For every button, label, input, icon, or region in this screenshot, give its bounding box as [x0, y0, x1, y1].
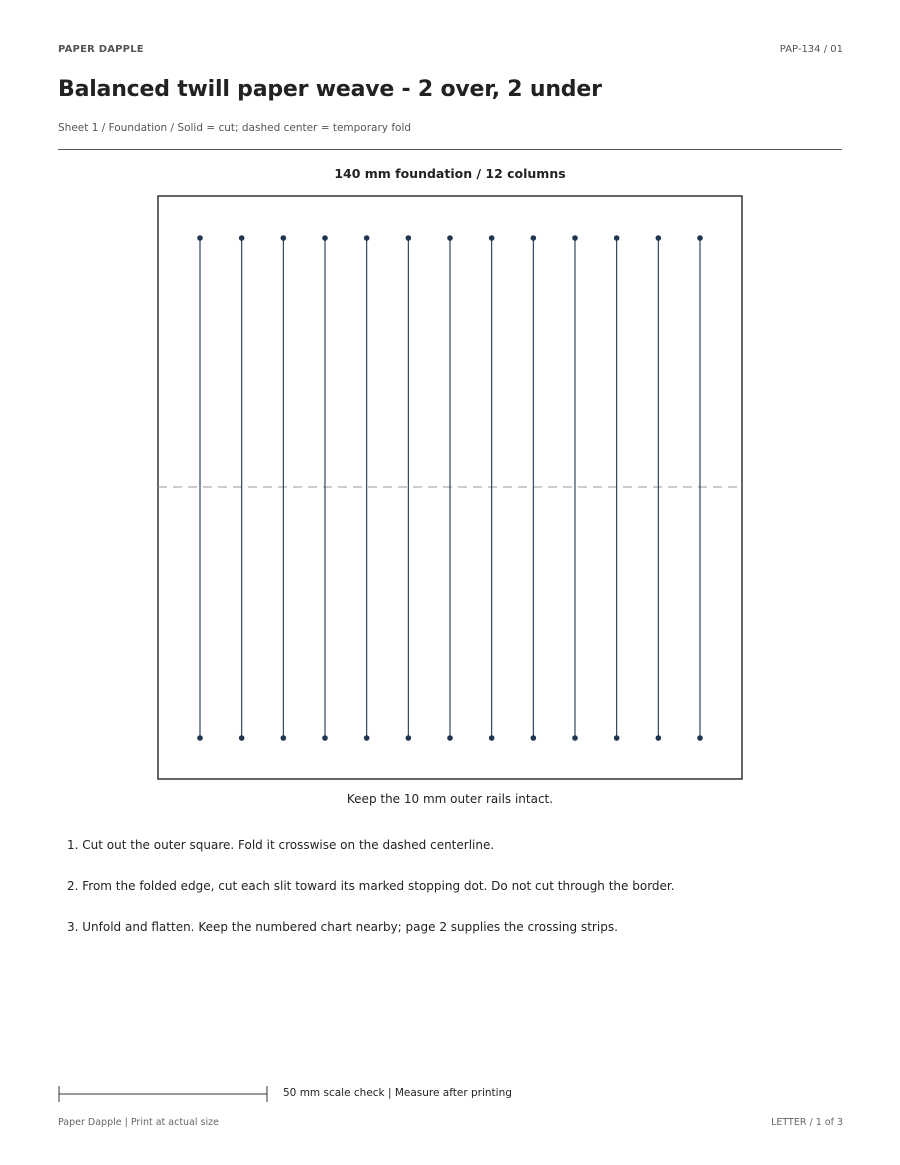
stop-dot — [614, 235, 620, 241]
stop-dot — [447, 735, 453, 741]
slits-group — [197, 235, 703, 741]
stop-dot — [197, 735, 203, 741]
template-caption: Keep the 10 mm outer rails intact. — [346, 792, 554, 806]
stop-dot — [531, 235, 537, 241]
brand-label: PAPER DAPPLE — [58, 44, 144, 55]
stop-dot — [447, 235, 453, 241]
page-title: Balanced twill paper weave - 2 over, 2 under — [58, 77, 602, 102]
instruction-step: 3. Unfold and flatten. Keep the numbered chart nearby; page 2 supplies the crossing strips. — [67, 920, 618, 934]
stop-dot — [489, 735, 495, 741]
stop-dot — [239, 235, 245, 241]
stop-dot — [281, 235, 287, 241]
instruction-step: 2. From the folded edge, cut each slit toward its marked stopping dot. Do not cut through the border. — [67, 879, 675, 893]
stop-dot — [656, 735, 662, 741]
stop-dot — [364, 735, 370, 741]
stop-dot — [406, 235, 412, 241]
stop-dot — [656, 235, 662, 241]
page-subtitle: Sheet 1 / Foundation / Solid = cut; dashed center = temporary fold — [58, 122, 412, 134]
document-code: PAP-134 / 01 — [779, 44, 843, 55]
footer-left: Paper Dapple | Print at actual size — [58, 1117, 219, 1128]
stop-dot — [322, 735, 328, 741]
stop-dot — [531, 735, 537, 741]
footer-right: LETTER / 1 of 3 — [771, 1117, 843, 1128]
stop-dot — [614, 735, 620, 741]
stop-dot — [364, 235, 370, 241]
stop-dot — [697, 735, 703, 741]
scale-check-label: 50 mm scale check | Measure after printing — [283, 1087, 512, 1099]
instruction-list — [58, 838, 848, 961]
stop-dot — [322, 235, 328, 241]
stop-dot — [239, 735, 245, 741]
stop-dot — [697, 235, 703, 241]
stop-dot — [572, 735, 578, 741]
stop-dot — [572, 235, 578, 241]
stop-dot — [281, 735, 287, 741]
stop-dot — [197, 235, 203, 241]
template-title: 140 mm foundation / 12 columns — [334, 166, 566, 181]
stop-dot — [489, 235, 495, 241]
stop-dot — [406, 735, 412, 741]
instruction-step: 1. Cut out the outer square. Fold it crosswise on the dashed centerline. — [67, 838, 495, 852]
